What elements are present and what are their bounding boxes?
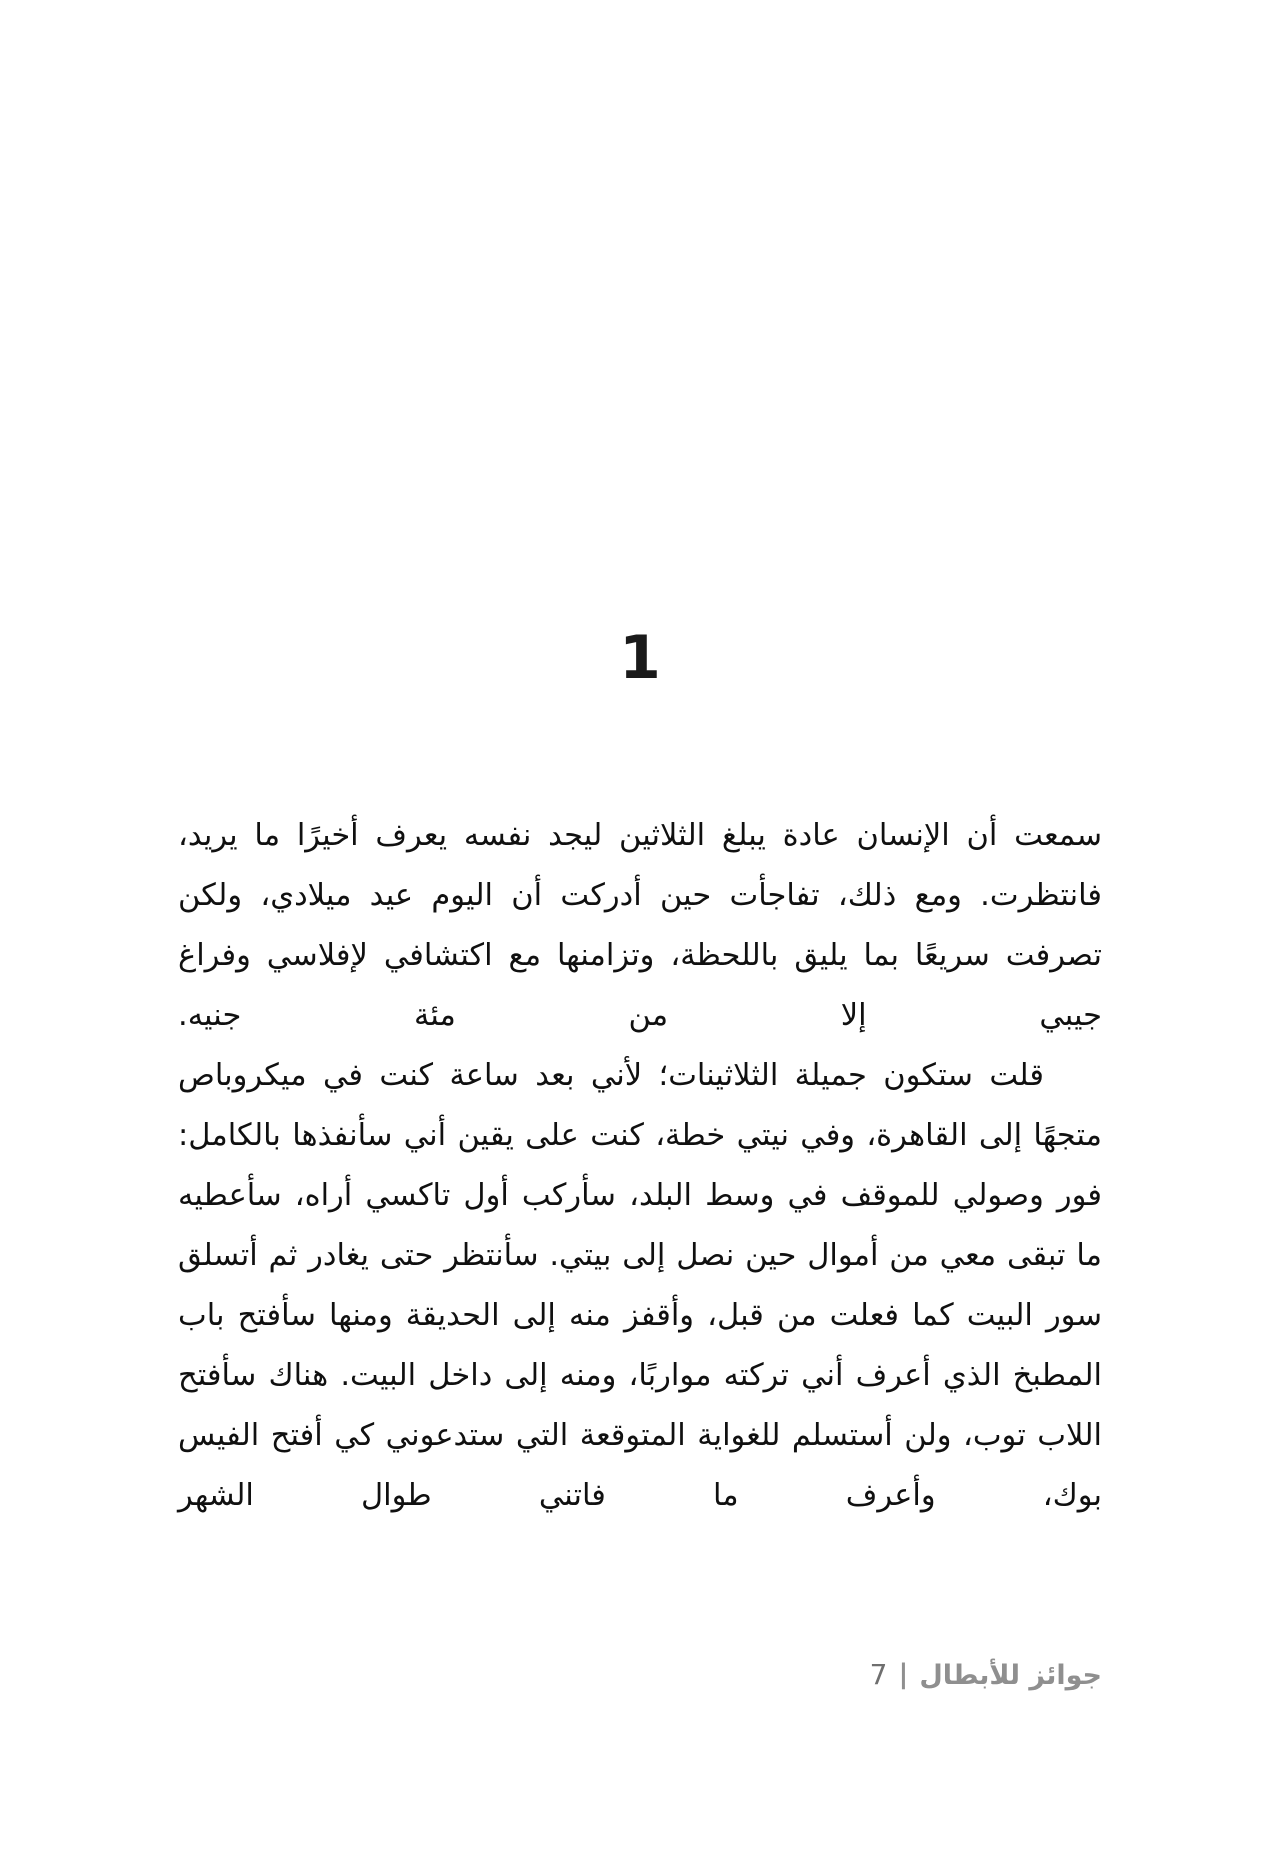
page-number: 7 <box>869 1658 888 1691</box>
book-title: جوائز للأبطال <box>919 1660 1102 1691</box>
footer-separator: | <box>898 1659 909 1690</box>
page-footer <box>0 1639 1280 1849</box>
chapter-number: 1 <box>619 623 661 693</box>
paragraph-1: سمعت أن الإنسان عادة يبلغ الثلاثين ليجد نفسه يعرف أخيرًا ما يريد، فانتظرت. ومع ذلك، تفاجأت حين أدركت أن اليوم عيد ميلادي، ولكن تصرفت سريعًا بما يليق باللحظة، وتزامنها مع اكتشافي لإفلاسي وفراغ جيبي إلا من مئة جنيه. <box>178 818 1102 1033</box>
body-text-block <box>178 806 1102 1526</box>
footer-content <box>870 1658 1102 1691</box>
paragraph-2: قلت ستكون جميلة الثلاثينات؛ لأني بعد ساعة كنت في ميكروباص متجهًا إلى القاهرة، وفي نيتي خطة، كنت على يقين أني سأنفذها بالكامل: فور وصولي للموقف في وسط البلد، سأركب أول تاكسي أراه، سأعطيه ما تبقى معي من أموال حين نصل إلى بيتي. سأنتظر حتى يغادر ثم أتسلق سور البيت كما فعلت من قبل، وأقفز منه إلى الحديقة ومنها سأفتح باب المطبخ الذي أعرف أني تركته مواربًا، ومنه إلى داخل البيت. هناك سأفتح اللاب توب، ولن أستسلم للغواية المتوقعة التي ستدعوني كي أفتح الفيس بوك، وأعرف ما فاتني طوال الشهر <box>178 1058 1102 1513</box>
